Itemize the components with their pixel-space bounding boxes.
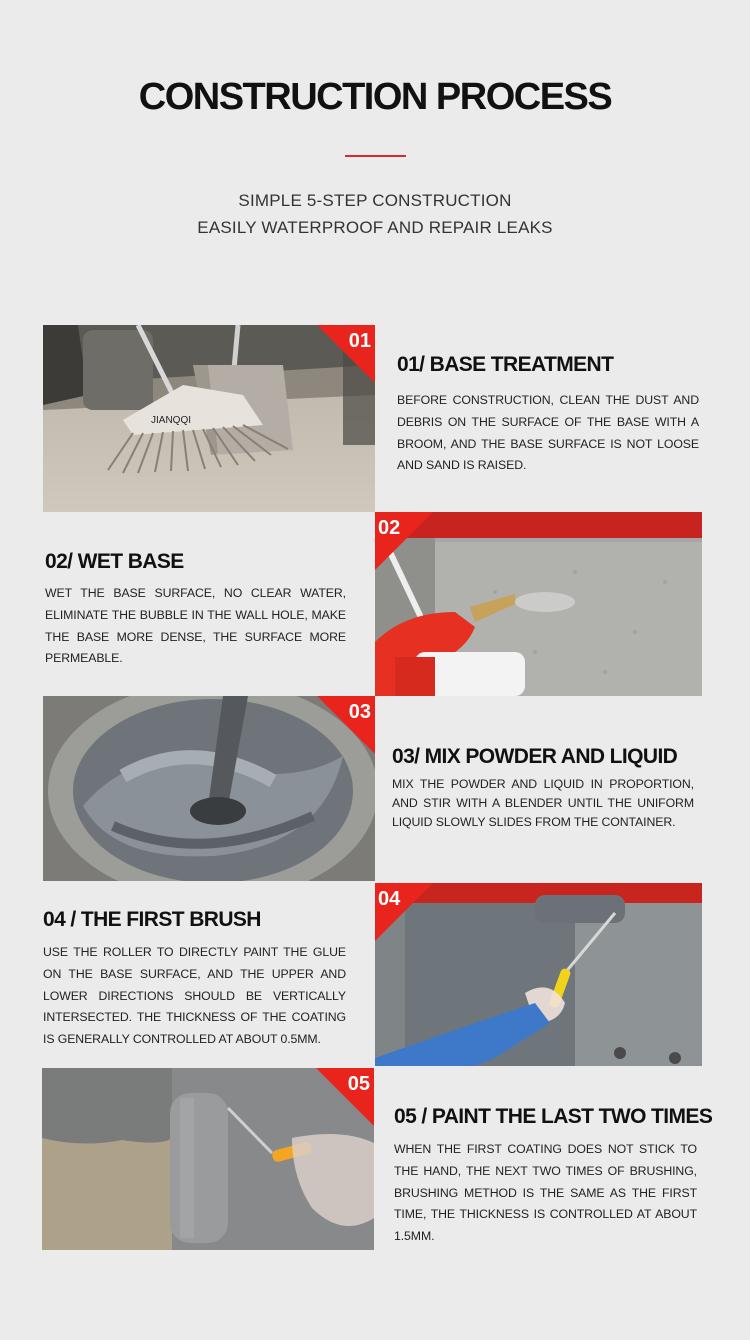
step-02-badge: 02 [375,512,433,570]
step-01-badge: 01 [317,325,375,383]
step-02-photo-spray [375,512,702,696]
subtitle-line-2: EASILY WATERPROOF AND REPAIR LEAKS [197,218,553,237]
step-02-body: WET THE BASE SURFACE, NO CLEAR WATER, ELIMINATE THE BUBBLE IN THE WALL HOLE, MAKE THE BASE MORE DENSE, THE SURFACE MORE PERMEABLE. [45,586,346,666]
title-divider [345,155,406,157]
step-04-photo-roller [375,883,702,1066]
step-04-body: USE THE ROLLER TO DIRECTLY PAINT THE GLUE ON THE BASE SURFACE, AND THE UPPER AND LOWER DIRECTIONS SHOULD BE VERTICALLY INTERSECTED. THE THICKNESS OF THE COATING IS GENERALLY CONTROLLED AT ABOUT 0.5MM. [43,945,346,1047]
step-03-badge: 03 [317,696,375,754]
step-05-body: WHEN THE FIRST COATING DOES NOT STICK TO THE HAND, THE NEXT TWO TIMES OF BRUSHING, BRUSHING METHOD IS THE SAME AS THE FIRST TIME, THE THICKNESS IS CONTROLLED AT ABOUT 1.5MM. [394,1142,697,1244]
step-01-photo-broom [43,325,375,512]
page-title: CONSTRUCTION PROCESS [138,76,612,118]
broom-brand-text: JIANQQI [151,415,192,426]
step-03-title: 03/ MIX POWDER AND LIQUID [392,745,678,768]
step-05-badge: 05 [316,1068,374,1126]
step-05-title: 05 / PAINT THE LAST TWO TIMES [394,1105,713,1128]
step-04-badge: 04 [375,883,433,941]
step-03-photo-mixing [43,696,375,881]
step-02-title: 02/ WET BASE [45,550,184,573]
step-01-body: BEFORE CONSTRUCTION, CLEAN THE DUST AND DEBRIS ON THE SURFACE OF THE BASE WITH A BROOM, AND THE BASE SURFACE IS NOT LOOSE AND SAND IS RAISED. [397,393,699,473]
step-01-title: 01/ BASE TREATMENT [397,353,614,376]
step-03-body: MIX THE POWDER AND LIQUID IN PROPORTION, AND STIR WITH A BLENDER UNTIL THE UNIFORM LIQUID SLOWLY SLIDES FROM THE CONTAINER. [392,777,694,829]
subtitle-line-1: SIMPLE 5-STEP CONSTRUCTION [238,191,512,210]
step-05-photo-roller [42,1068,374,1250]
step-04-title: 04 / THE FIRST BRUSH [43,908,261,931]
